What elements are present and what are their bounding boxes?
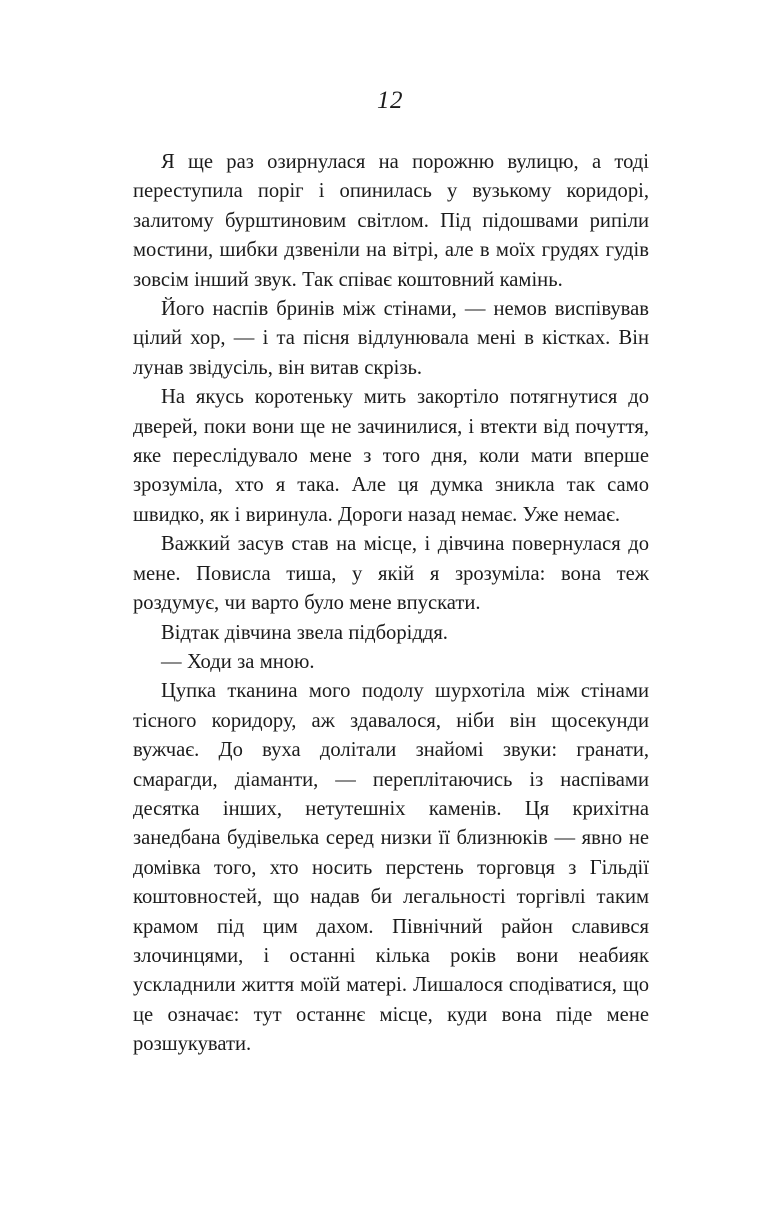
paragraph: Його наспів бринів між стінами, — немов виспівував цілий хор, — і та пісня відлунювала мені в кістках. Він лунав звідусіль, він витав скрізь. [133,298,649,379]
paragraph: На якусь коротеньку мить закортіло потягнутися до дверей, поки вони ще не зачинилися, і втекти від почуття, яке переслідувало мене з того дня, коли мати вперше зрозуміла, хто я така. Але ця думка зникла так само швидко, як і виринула. Дороги назад немає. Уже немає. [133,386,649,526]
paragraph: Я ще раз озирнулася на порожню вулицю, а тоді переступила поріг і опинилась у вузькому коридорі, залитому бурштиновим світлом. Під підошвами рипіли мостини, шибки дзвеніли на вітрі, але в моїх грудях гудів зовсім інший звук. Так співає коштовний камінь. [133,151,649,291]
page-number: 12 [377,87,403,114]
dialogue-line: — Ходи за мною. [161,650,315,673]
paragraph: Цупка тканина мого подолу шурхотіла між стінами тісного коридору, аж здавалося, ніби він щосекунди вужчає. До вуха долітали знайомі звуки: гранати, смарагди, діаманти, — переплітаючись із наспівами десятка інших, нетутешніх каменів. Ця крихітна занедбана будівелька серед низки її близнюків — явно не домівка того, хто носить перстень торговця з Гільдії коштовностей, що надав би легальності торгівлі таким крамом під цим дахом. Північний район славився злочинцями, і останні кілька років вони неабияк ускладнили життя моїй матері. Лишалося сподіватися, що це означає: тут останнє місце, куди вона піде мене розшукувати. [133,680,649,1056]
paragraph: Відтак дівчина звела підборіддя. [161,621,448,644]
paragraph: Важкий засув став на місце, і дівчина повернулася до мене. Повисла тиша, у якій я зрозуміла: вона теж роздумує, чи варто було мене впускати. [133,533,649,615]
body-text-block [133,148,649,1060]
